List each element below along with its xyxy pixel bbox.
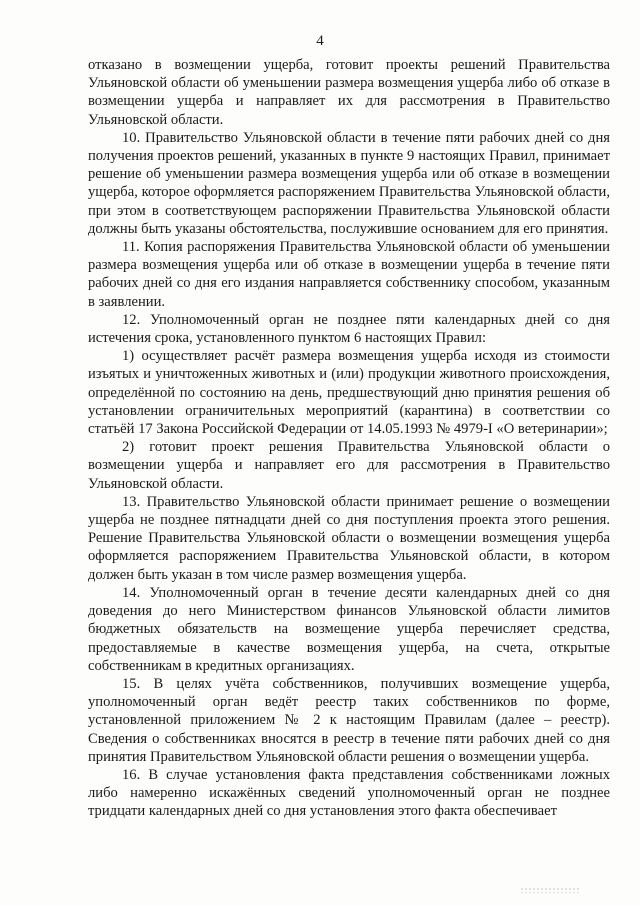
paragraph-item-16: 16. В случае установления факта представления собственниками ложных либо намеренно искажённых сведений уполномоченный орган не позднее тридцати календарных дней со дня установления этого факта обеспечивает xyxy=(88,766,610,820)
document-body xyxy=(88,56,610,821)
subparagraph-12-1: 1) осуществляет расчёт размера возмещения ущерба исходя из стоимости изъятых и уничтоженных животных и (или) продукции животного происхождения, определённой по состоянию на день, предшествующий дню принятия решения об установлении ограничительных мероприятий (карантина) в соответствии со статьёй 17 Закона Российской Федерации от 14.05.1993 № 4979-I «О ветеринарии»; xyxy=(88,348,610,438)
scan-artifact xyxy=(520,887,580,893)
paragraph-continuation: отказано в возмещении ущерба, готовит проекты решений Правительства Ульяновской области об уменьшении размера возмещения ущерба либо об отказе в возмещении ущерба и направляет их для рассмотрения в Правительство Ульяновской области. xyxy=(88,57,610,128)
paragraph-item-10: 10. Правительство Ульяновской области в течение пяти рабочих дней со дня получения проектов решений, указанных в пункте 9 настоящих Правил, принимает решение об уменьшении размера возмещения ущерба или об отказе в возмещении ущерба, которое оформляется распоряжением Правительства Ульяновской области, при этом в соответствующем распоряжении Правительства Ульяновской области должны быть указаны обстоятельства, послужившие основанием для его принятия. xyxy=(88,129,610,237)
paragraph-item-12: 12. Уполномоченный орган не позднее пяти календарных дней со дня истечения срока, установленного пунктом 6 настоящих Правил: xyxy=(88,311,610,347)
page-number: 4 xyxy=(316,33,324,49)
paragraph-item-15: 15. В целях учёта собственников, получивших возмещение ущерба, уполномоченный орган ведёт реестр таких собственников по форме, установленной приложением № 2 к настоящим Правилам (далее – реестр). Сведения о собственниках вносятся в реестр в течение пяти рабочих дней со дня принятия Правительством Ульяновской области решения о возмещении ущерба. xyxy=(88,675,610,765)
paragraph-item-11: 11. Копия распоряжения Правительства Ульяновской области об уменьшении размера возмещения ущерба или об отказе в возмещении ущерба в течение пяти рабочих дней со дня его издания направляется собственнику способом, указанным в заявлении. xyxy=(88,239,610,310)
paragraph-item-13: 13. Правительство Ульяновской области принимает решение о возмещении ущерба не позднее пятнадцати дней со дня поступления проекта этого решения. Решение Правительства Ульяновской области о возмещении возмещения ущерба оформляется распоряжением Правительства Ульяновской области, в котором должен быть указан в том числе размер возмещения ущерба. xyxy=(88,493,610,583)
subparagraph-12-2: 2) готовит проект решения Правительства Ульяновской области о возмещении ущерба и направляет его для рассмотрения в Правительство Ульяновской области. xyxy=(88,439,610,492)
paragraph-item-14: 14. Уполномоченный орган в течение десяти календарных дней со дня доведения до него Министерством финансов Ульяновской области лимитов бюджетных обязательств на возмещение ущерба перечисляет средства, предоставляемые в качестве возмещения ущерба, на счета, открытые собственникам в кредитных организациях. xyxy=(88,584,610,674)
